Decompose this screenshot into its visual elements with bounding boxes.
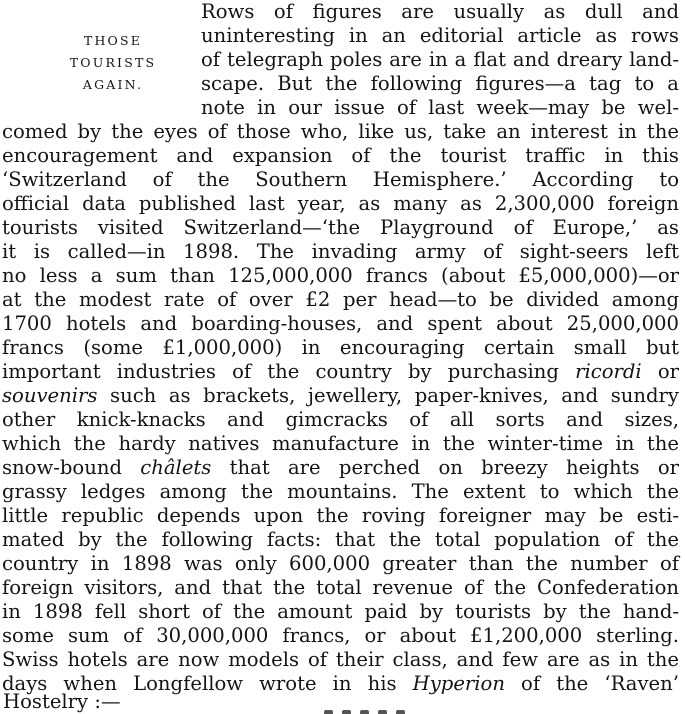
- text-line: mated by the following facts: that the total population of the: [2, 528, 679, 551]
- side-heading-line: AGAIN.: [82, 77, 144, 92]
- text-line: comed by the eyes of those who, like us, take an interest in the: [2, 120, 679, 143]
- text-line: country in 1898 was only 600,000 greater than the number of: [2, 552, 679, 575]
- text-line: 1700 hotels and boarding-houses, and spent about 25,000,000: [2, 312, 679, 335]
- text-line: in 1898 fell short of the amount paid by tourists by the hand-: [2, 600, 679, 623]
- text-line: scape. But the following figures—a tag to a: [201, 72, 679, 95]
- text-line: francs (some £1,000,000) in encouraging certain small but: [2, 336, 679, 359]
- text-line: days when Longfellow wrote in his Hyperion of the ‘Raven’: [2, 672, 679, 695]
- text-line: note in our issue of last week—may be wel-: [201, 96, 679, 119]
- cropped-next-line-fragment: [320, 709, 440, 714]
- text-line: important industries of the country by purchasing ricordi or: [2, 360, 679, 383]
- text-line: it is called—in 1898. The invading army of sight-seers left: [2, 240, 679, 263]
- text-line: other knick-knacks and gimcracks of all sorts and sizes,: [2, 408, 679, 431]
- side-heading: [38, 30, 188, 96]
- text-line: at the modest rate of over £2 per head—to be divided among: [2, 288, 679, 311]
- text-line: Swiss hotels are now models of their class, and few are as in the: [2, 648, 679, 671]
- text-line: some sum of 30,000,000 francs, or about £1,200,000 sterling.: [2, 624, 679, 647]
- text-line: Hostelry :—: [3, 690, 121, 713]
- side-heading-line: THOSE: [83, 33, 143, 48]
- text-line: ‘Switzerland of the Southern Hemisphere.’ According to: [2, 168, 679, 191]
- text-line: snow-bound châlets that are perched on breezy heights or: [2, 456, 679, 479]
- text-line: grassy ledges among the mountains. The extent to which the: [2, 480, 679, 503]
- text-line: tourists visited Switzerland—‘the Playground of Europe,’ as: [2, 216, 679, 239]
- side-heading-line: TOURISTS: [69, 55, 157, 70]
- text-line: of telegraph poles are in a flat and dreary land-: [201, 48, 679, 71]
- text-line: Rows of figures are usually as dull and: [201, 0, 679, 23]
- text-line: which the hardy natives manufacture in the winter-time in the: [2, 432, 679, 455]
- text-line: no less a sum than 125,000,000 francs (about £5,000,000)—or: [2, 264, 679, 287]
- text-line: official data published last year, as many as 2,300,000 foreign: [2, 192, 679, 215]
- text-line: foreign visitors, and that the total revenue of the Confederation: [2, 576, 679, 599]
- text-line: encouragement and expansion of the tourist traffic in this: [2, 144, 679, 167]
- text-line: uninteresting in an editorial article as rows: [201, 24, 679, 47]
- text-line: souvenirs such as brackets, jewellery, paper-knives, and sundry: [2, 384, 679, 407]
- text-line: little republic depends upon the roving foreigner may be esti-: [2, 504, 679, 527]
